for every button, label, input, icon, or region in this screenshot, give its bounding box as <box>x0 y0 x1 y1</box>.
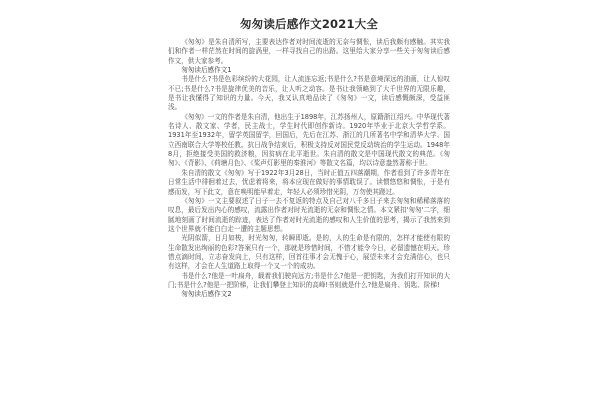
paragraph: 《匆匆》一文主要叙述了日子一去不复返的特点及自己对八千多日子来去匆匆和稀稀落落的叹息，最后发出内心的感叹，流露出作者对时光流逝的无奈和惆怅之情。本文紧扣'匆匆'二字，细腻地刻画了时间流逝的踪迹，表达了作者对时光流逝的感叹和人生价值的思考，揭示了我然来到这个世界就不能白白走一遭的主题思想。 <box>168 196 450 233</box>
section-heading-1: 匆匆读后感作文1 <box>181 66 232 75</box>
section-heading-2: 匆匆读后感作文2 <box>181 290 232 299</box>
paragraph: 光阴似箭，日月如梭，时光匆匆，转瞬即逝。是的，人的生命是有限的，怎样才能使有限的生命散发出绚丽的色彩?答案只有一个，那就是珍惜时间，不惜才能令今日，必留遗憾在明天。珍惜点滴时间，立志奋发向上，只有这样，回首往事才会无愧于心，展望未来才会充满信心，也只有这样，才会在人生道路上取得一个又一个的成功。 <box>168 234 450 271</box>
paragraph: 书是什么?他是一叶扁舟，载着我们驶向远方;书是什么?他是一把钥匙，为我们打开知识的大门;书是什么?他是一把阶梯，让我们攀登上知识的高峰!书则就是什么?他是扁舟、钥匙、阶梯! <box>168 271 450 289</box>
paragraph: 朱自清的散文《匆匆》写于1922年3月28日，当时正值五四落潮期，作者看到了许多青年在日常生活中徘徊着过去，忧虑着将来，将本应现在做好的事情耽误了。读惯悠悠和惆怅，于是有感而发，写下此文，意在唤明能早着走，年轻人必须珍惜光阴，万勿使其蹉过。 <box>168 168 450 196</box>
document-page <box>168 16 450 390</box>
document-title: 匆匆读后感作文2021大全 <box>239 17 379 31</box>
paragraph: 《匆匆》一文的作者是朱自清，他出生于1898年，江苏扬州人，原籍浙江绍兴。中华现代著名诗人、散文家、学者，民主战士，学生时代即创作新诗。1920年毕业于北京大学哲学系。1931年至1932年，留学英国留学，回国后，先后在江苏、浙江的几所著名中学和清华大学、国立西南联合大学等校任教。抗日战争结束后，积极支持反对国民党反动统治的学生运动。1948年8月，拒绝接受美国的救济粮，因贫病在北平逝世。朱自清的散文是中国现代散文的典范。《匆匆》、《背影》、《荷塘月色》、《桨声灯影里的秦淮河》等散文名篇，均以诗意盎然著称于世。 <box>168 112 450 168</box>
paragraph-intro: 《匆匆》是朱自清所写，主要表达作者对时间流逝的无奈与惆怅，读后我颇有感触。其实我们和作者一样茫然在时间的旋涡里，一样寻找自己的出路。这里给大家分享一些关于匆匆读后感作文，供大家参考。 <box>168 38 450 65</box>
document-body <box>168 38 450 300</box>
paragraph: 书是什么?书是色彩缤纷的大花园，让人流连忘返;书是什么?书是意境深远的油画，让人惊叹不已;书是什么?书是旋律优美的音乐，让人听之动容。是书让我领略到了大千世界的无限乐趣，是书让我懂得了知识的力量。今天，我又认真地品读了《匆匆》一文，读后感慨颇深，受益匪浅。 <box>168 75 450 112</box>
